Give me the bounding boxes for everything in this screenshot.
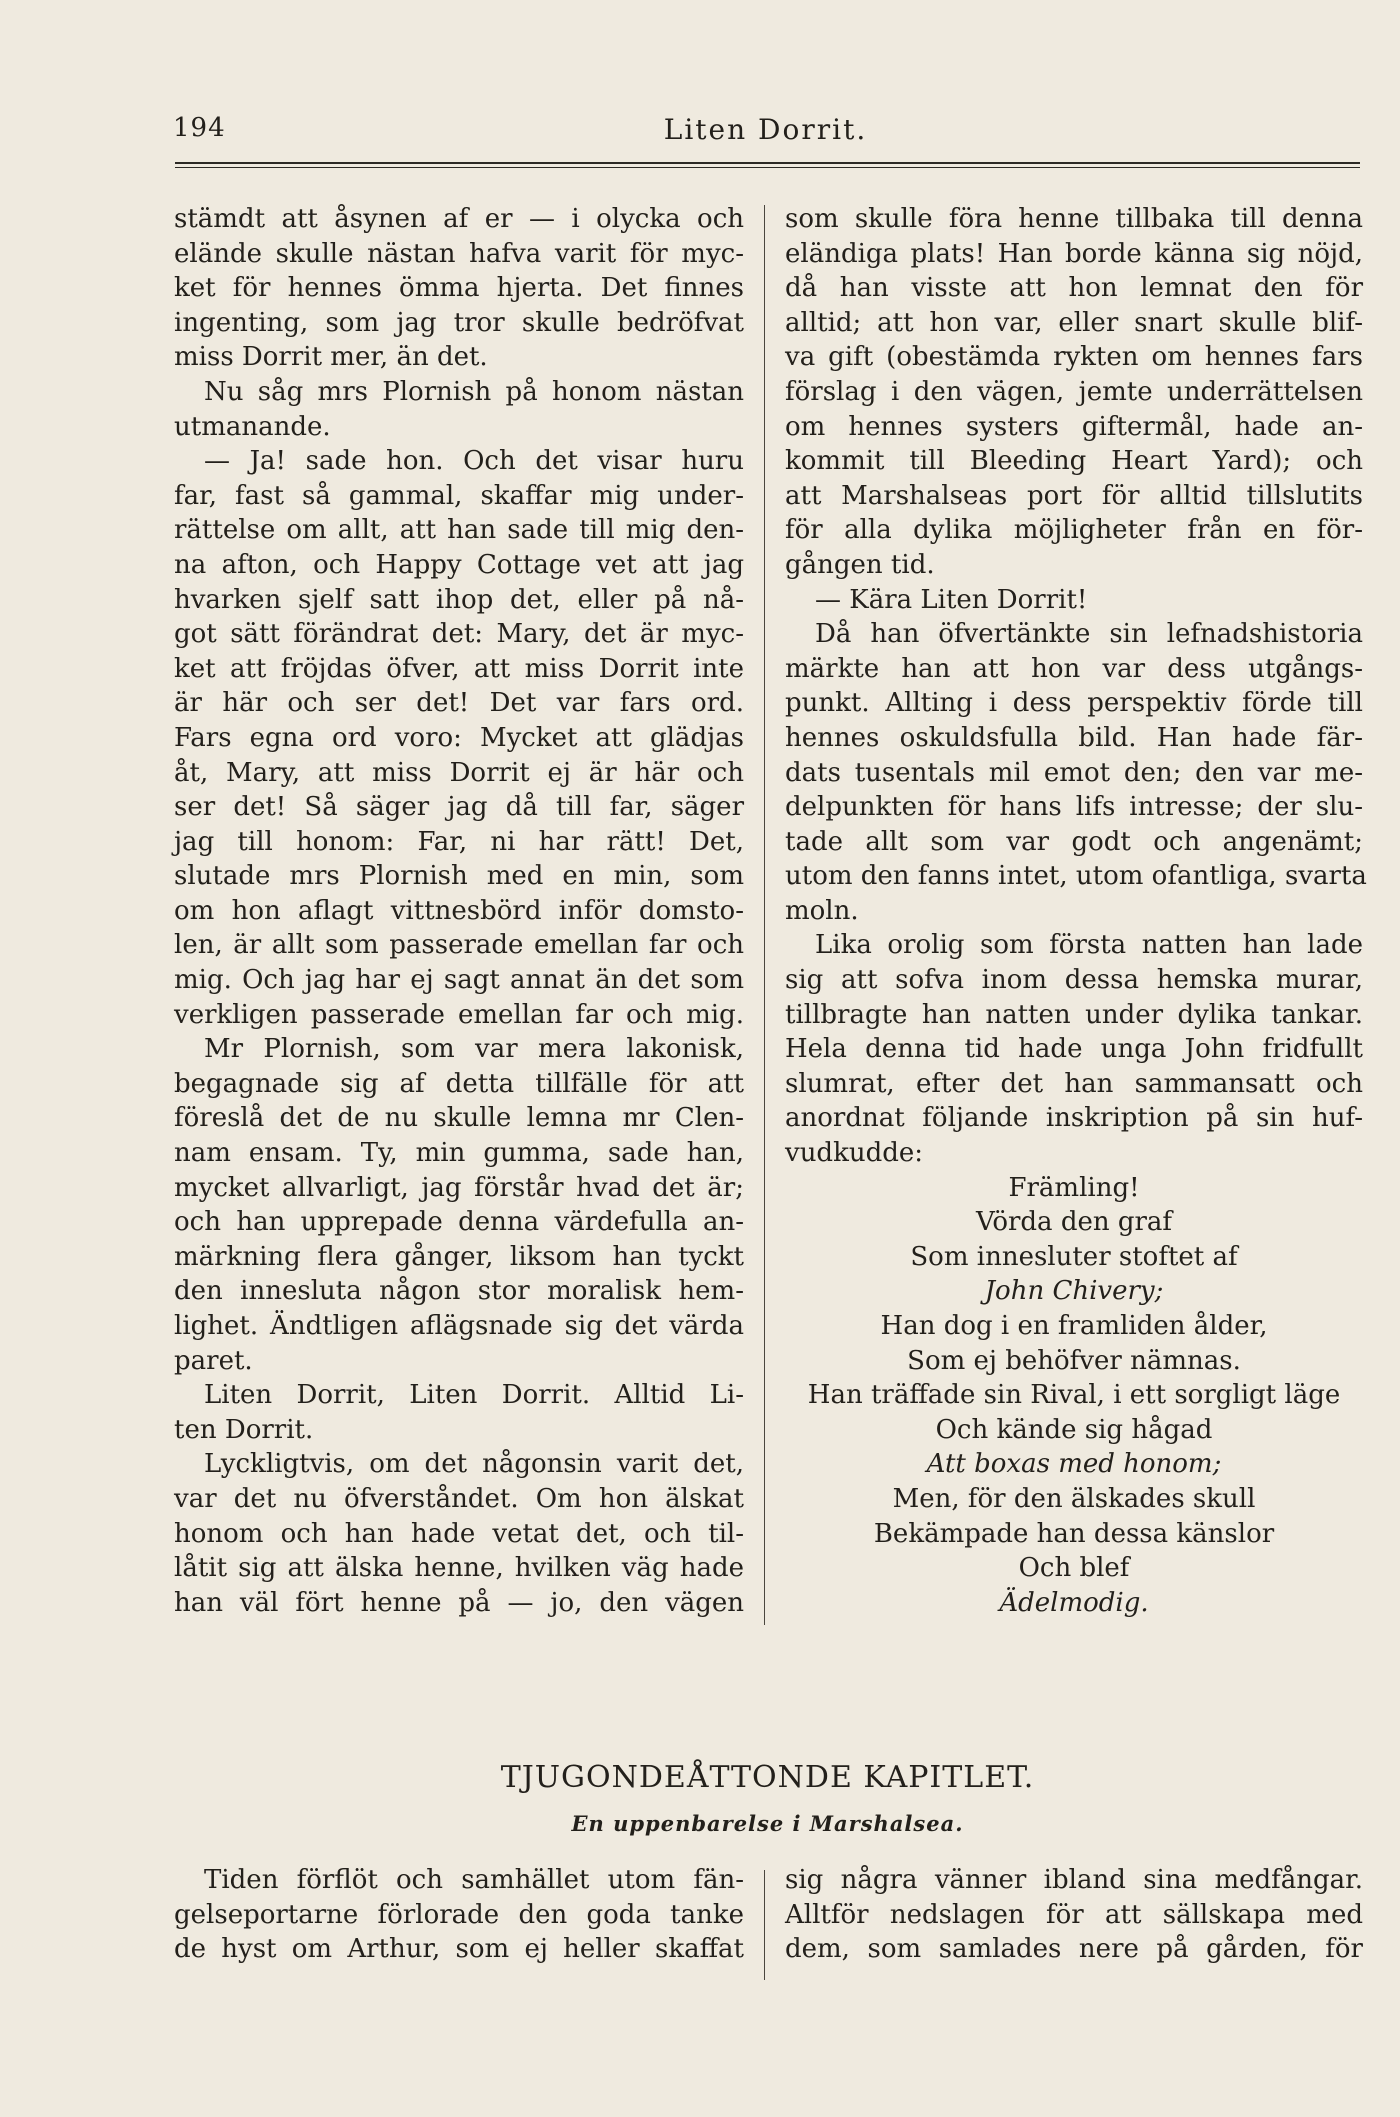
running-title: Liten Dorrit. [663,113,868,146]
text-line: för alla dylika möjligheter från en för- [785,515,1363,546]
inscription-line: Att boxas med honom; [926,1449,1222,1480]
text-line: elände skulle nästan hafva varit för myc- [174,238,744,269]
text-line: märkning flera gånger, liksom han tyckt [174,1241,744,1272]
text-line: hennes oskuldsfulla bild. Han hade fär- [785,722,1363,753]
text-line: alltid; att hon var, eller snart skulle blif- [785,307,1363,338]
inscription-line: Som innesluter stoftet af [910,1241,1238,1272]
text-line: Nu såg mrs Plornish på honom nästan [204,376,744,407]
text-line: om hon aflagt vittnesbörd inför domsto- [174,895,744,926]
text-line: tillbragte han natten under dylika tankar. [785,999,1363,1030]
text-line: delpunkten för hans lifs intresse; der slu- [785,792,1363,823]
column-divider [764,205,765,1625]
text-line: tade allt som var godt och angenämt; [785,826,1363,857]
text-line: verkligen passerade emellan far och mig. [174,999,744,1030]
text-line: slumrat, efter det han sammansatt och [785,1068,1363,1099]
text-line: Liten Dorrit, Liten Dorrit. Alltid Li- [204,1380,744,1411]
chapter-right-column [785,1863,1363,1967]
header-rule [175,162,1360,164]
inscription-line: Vörda den graf [975,1207,1173,1238]
text-line: föreslå det de nu skulle lemna mr Clen- [174,1103,744,1134]
text-line: låtit sig att älska henne, hvilken väg hade [174,1553,744,1584]
inscription-line: Främling! [1008,1172,1140,1203]
text-line: nam ensam. Ty, min gumma, sade han, [174,1138,744,1169]
running-header [173,113,1358,153]
text-line: got sätt förändrat det: Mary, det är myc- [174,619,744,650]
text-line: han väl fört henne på — jo, den vägen [174,1587,744,1618]
inscription-line: Och blef [1018,1553,1130,1584]
chapter-left-column [174,1863,744,1967]
text-line: Lika orolig som första natten han lade [815,930,1363,961]
text-line: dem, som samlades nere på gården, för [785,1934,1363,1965]
text-line: ser det! Så säger jag då till far, säger [174,792,744,823]
text-line: lighet. Ändtligen aflägsnade sig det värda [174,1311,744,1341]
text-line: att Marshalseas port för alltid tillslutits [785,480,1363,511]
text-line: moln. [785,895,859,926]
text-line: om hennes systers giftermål, hade an- [785,411,1363,442]
text-line: utom den fanns intet, utom ofantliga, svarta [785,861,1367,892]
inscription-line: Och kände sig hågad [935,1414,1213,1445]
text-line: jag till honom: Far, ni har rätt! Det, [174,826,744,857]
text-line: ten Dorrit. [174,1414,314,1445]
text-line: märkte han att hon var dess utgångs- [785,653,1363,684]
text-line: Fars egna ord voro: Mycket att glädjas [174,722,744,753]
text-line: sig några vänner ibland sina medfångar. [785,1865,1363,1895]
inscription-line: Han dog i en framliden ålder, [880,1311,1268,1341]
text-line: mig. Och jag har ej sagt annat än det som [174,965,744,996]
chapter-subtitle: En uppenbarelse i Marshalsea. [571,1811,964,1836]
text-line: Mr Plornish, som var mera lakonisk, [204,1034,744,1065]
text-line: förslag i den vägen, jemte underrättelsen [785,376,1363,407]
text-line: Lyckligtvis, om det någonsin varit det, [204,1449,744,1480]
text-line: — Kära Liten Dorrit! [815,584,1088,615]
text-line: gelseportarne förlorade den goda tanke [174,1899,744,1930]
text-line: punkt. Allting i dess perspektiv förde till [785,688,1363,719]
inscription-line: Han träffade sin Rival, i ett sorgligt läge [807,1380,1341,1411]
column-divider [764,1870,765,1980]
text-line: paret. [174,1345,253,1376]
text-line: begagnade sig af detta tillfälle för att [174,1068,744,1099]
left-column [174,202,744,1620]
text-line: hvarken sjelf satt ihop det, eller på nå- [174,584,744,615]
text-line: va gift (obestämda rykten om hennes fars [785,342,1363,373]
text-line: som skulle föra henne tillbaka till denna [785,204,1363,234]
right-column [785,202,1367,1620]
text-line: far, fast så gammal, skaffar mig under- [174,480,744,511]
text-line: anordnat följande inskription på sin huf- [785,1103,1363,1134]
text-line: gången tid. [785,549,935,580]
text-line: Alltför nedslagen för att sällskapa med [785,1899,1363,1930]
text-line: slutade mrs Plornish med en min, som [174,861,744,892]
text-line: Då han öfvertänkte sin lefnadshistoria [815,619,1363,650]
inscription-line: Bekämpade han dessa känslor [873,1518,1275,1549]
page-number: 194 [173,113,226,143]
text-line: — Ja! sade hon. Och det visar huru [204,446,744,477]
text-line: Hela denna tid hade unga John fridfullt [785,1034,1363,1065]
text-line: var det nu öfverståndet. Om hon älskat [174,1483,744,1514]
text-line: stämdt att åsynen af er — i olycka och [174,204,744,234]
text-line: ket att fröjdas öfver, att miss Dorrit inte [174,653,744,684]
text-line: mycket allvarligt, jag förstår hvad det är; [174,1172,744,1203]
inscription-line: Som ej behöfver nämnas. [907,1345,1241,1376]
inscription-line: John Chivery; [984,1276,1164,1307]
chapter-heading: TJUGONDEÅTTONDE KAPITLET. [500,1760,1035,1795]
text-line: kommit till Bleeding Heart Yard); och [785,446,1363,477]
text-line: är här och ser det! Det var fars ord. [174,688,744,719]
text-line: honom och han hade vetat det, och til- [174,1518,744,1549]
text-line: miss Dorrit mer, än det. [174,342,488,373]
header-rule-thin [175,167,1360,168]
text-line: dats tusentals mil emot den; den var me- [785,757,1363,788]
text-line: då han visste att hon lemnat den för [785,273,1363,304]
text-line: och han upprepade denna värdefulla an- [174,1207,744,1238]
text-line: rättelse om allt, att han sade till mig den- [174,515,744,546]
inscription-line: Ädelmodig. [999,1587,1149,1618]
text-line: åt, Mary, att miss Dorrit ej är här och [174,757,744,788]
text-line: ket för hennes ömma hjerta. Det finnes [174,273,744,304]
text-line: utmanande. [174,411,331,442]
text-line: na afton, och Happy Cottage vet att jag [174,549,744,580]
inscription-line: Men, för den älskades skull [892,1483,1256,1514]
text-line: len, är allt som passerade emellan far och [174,930,744,961]
text-line: vudkudde: [785,1138,924,1169]
text-line: ingenting, som jag tror skulle bedröfvat [174,307,744,338]
text-line: Tiden förflöt och samhället utom fän- [204,1865,744,1895]
text-line: eländiga plats! Han borde känna sig nöjd, [785,238,1363,269]
text-line: de hyst om Arthur, som ej heller skaffat [174,1934,744,1965]
text-line: den inneslutа någon stor moralisk hem- [174,1276,744,1307]
text-line: sig att sofva inom dessa hemska murar, [785,965,1363,996]
